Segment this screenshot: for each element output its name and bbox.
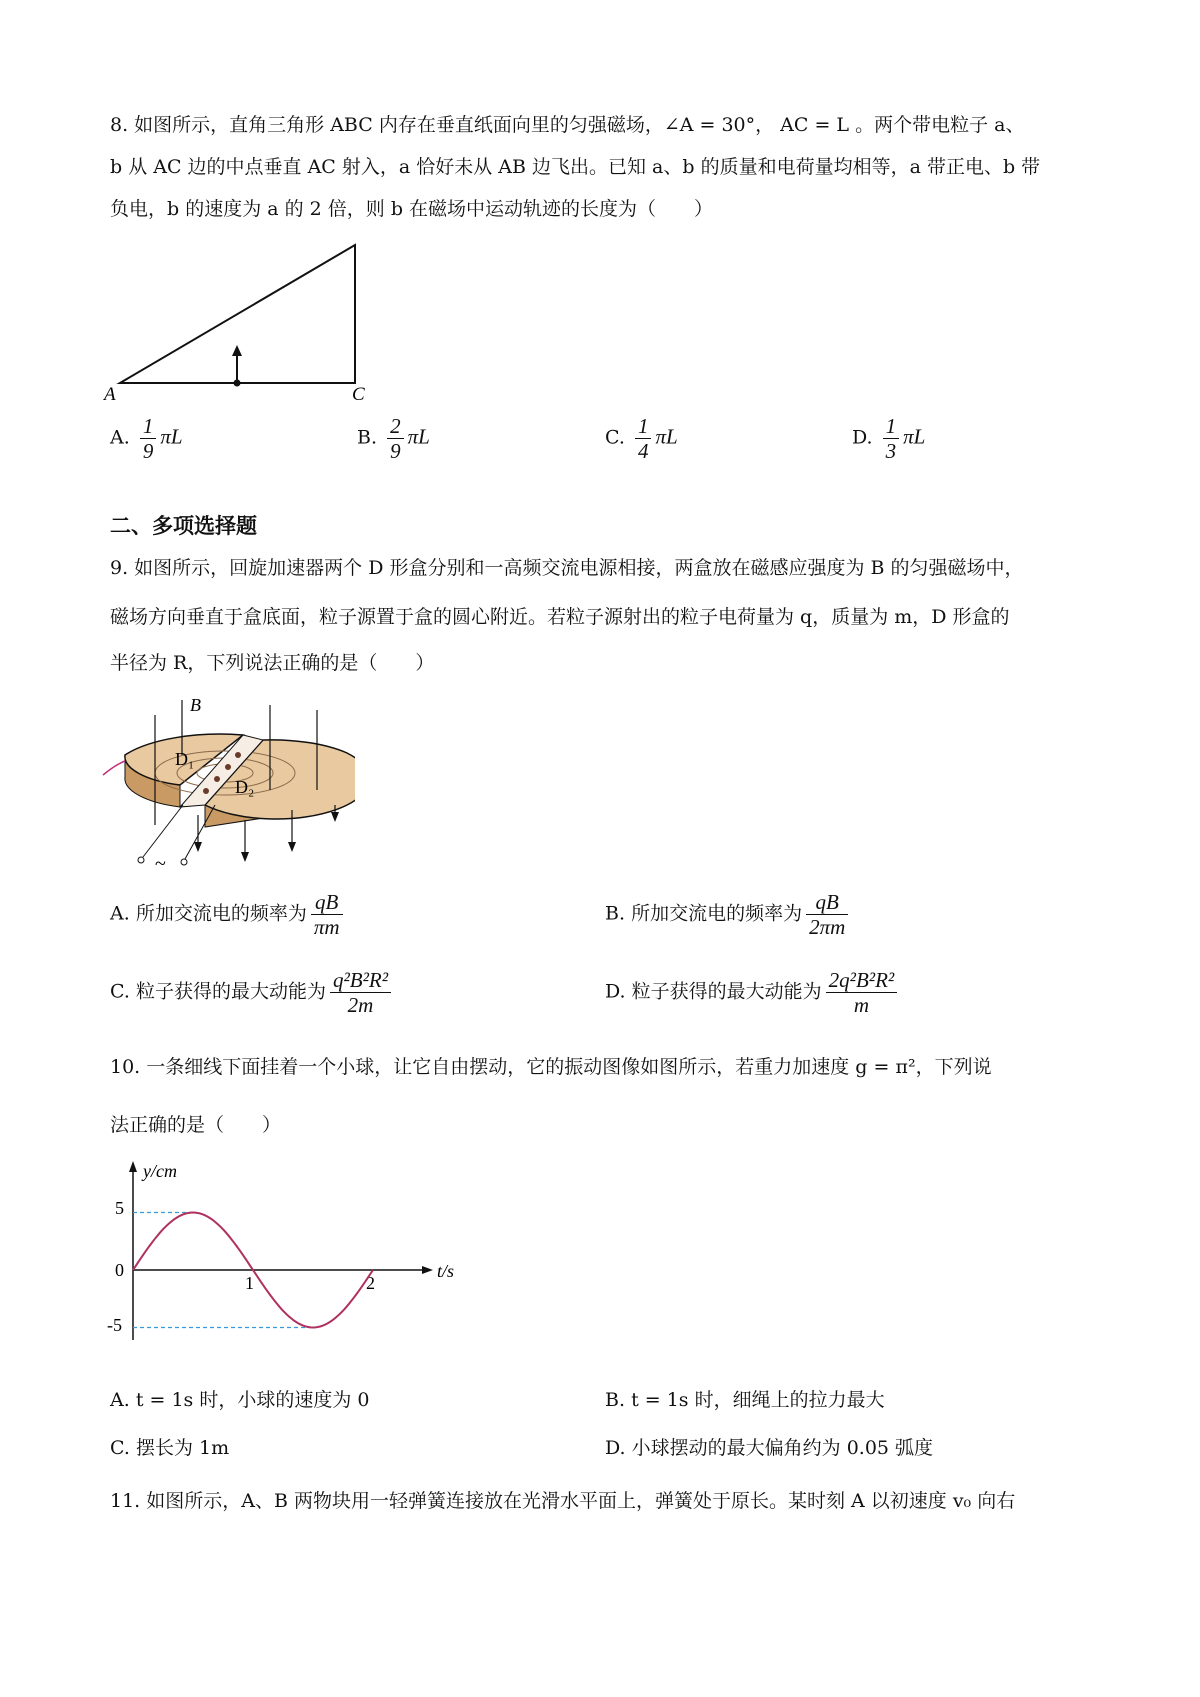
fraction: $\frac{1}{9}$: [140, 414, 157, 463]
option-letter: B.: [357, 426, 378, 449]
label-c: C: [352, 384, 365, 405]
q9-option-c[interactable]: [110, 968, 395, 1017]
terminal: [181, 859, 187, 865]
q8-option-a[interactable]: A. $\frac{1}{9}$ πL: [110, 414, 183, 463]
y-axis-label: y/cm: [143, 1161, 177, 1181]
option-letter: D.: [605, 980, 626, 1003]
q8-option-d[interactable]: D. $\frac{1}{3}$ πL: [852, 414, 926, 463]
fraction: $\frac{qB}{\pi m}$: [311, 890, 343, 939]
option-letter: D.: [605, 1437, 626, 1459]
y-tick-label: 0: [115, 1260, 124, 1280]
q8-line-2: b 从 AC 边的中点垂直 AC 射入，a 恰好未从 AB 边飞出。已知 a、b 的质量和电荷量均相等，a 带正电、b 带: [110, 156, 1041, 178]
beam-path: [103, 761, 125, 775]
q10-option-b[interactable]: [605, 1385, 885, 1412]
x-axis-arrow: [422, 1266, 433, 1274]
arrow-head: [331, 812, 339, 822]
q8-option-b[interactable]: B. $\frac{2}{9}$ πL: [357, 414, 430, 463]
particle-dot: [225, 764, 231, 770]
option-letter: C.: [110, 1437, 130, 1459]
vibration-chart: [95, 1155, 475, 1345]
x-tick-label: 2: [366, 1273, 375, 1293]
option-letter: B.: [605, 902, 626, 925]
q10-line-2: 法正确的是（ ）: [110, 1114, 282, 1136]
wire: [185, 805, 215, 859]
option-text: 所加交流电的频率为: [631, 902, 803, 925]
q11-line-1: 11. 如图所示，A、B 两物块用一轻弹簧连接放在光滑水平面上，弹簧处于原长。某时刻 A 以初速度 v₀ 向右: [110, 1490, 1016, 1512]
x-tick-label: 1: [245, 1273, 254, 1293]
y-tick-label: -5: [107, 1315, 122, 1335]
q10-option-c[interactable]: [110, 1433, 229, 1460]
fraction: $\frac{1}{3}$: [883, 414, 900, 463]
option-text: 所加交流电的频率为: [135, 902, 307, 925]
fraction: $\frac{\text{q²B²R²}}{2m}$: [330, 968, 391, 1017]
option-letter: C.: [605, 426, 625, 449]
option-text: t = 1s 时，细绳上的拉力最大: [631, 1389, 885, 1411]
arrow-head: [288, 842, 296, 852]
fraction: $\frac{qB}{2\pi m}$: [806, 890, 848, 939]
option-letter: A.: [110, 426, 130, 449]
q8-line-3: 负电，b 的速度为 a 的 2 倍，则 b 在磁场中运动轨迹的长度为（ ）: [110, 198, 714, 220]
option-letter: A.: [110, 902, 130, 925]
y-tick-label: 5: [115, 1198, 124, 1218]
q10-option-a[interactable]: [110, 1385, 369, 1412]
q9-line-3: 半径为 R，下列说法正确的是（ ）: [110, 652, 435, 674]
y-axis-arrow: [129, 1161, 137, 1172]
option-letter: B.: [605, 1389, 626, 1411]
arrow-head: [241, 852, 249, 862]
label-b: B: [190, 695, 201, 715]
arrow-head: [232, 345, 242, 356]
q10-line-1: 10. 一条细线下面挂着一个小球，让它自由摆动，它的振动图像如图所示，若重力加速度 g = π²，下列说: [110, 1056, 992, 1078]
q8-triangle-figure: [100, 235, 400, 410]
particle-dot: [235, 752, 241, 758]
option-text: 粒子获得的最大动能为: [631, 980, 822, 1003]
particle-dot: [214, 776, 220, 782]
option-text: 摆长为 1m: [135, 1437, 230, 1459]
option-letter: A.: [110, 1389, 130, 1411]
option-letter: D.: [852, 426, 873, 449]
q9-option-b[interactable]: [605, 890, 852, 939]
option-text: 小球摆动的最大偏角约为 0.05 弧度: [631, 1437, 934, 1459]
label-d1: D₁: [175, 749, 195, 769]
terminal: [138, 857, 144, 863]
x-axis-label: t/s: [437, 1261, 455, 1281]
cyclotron-figure: [95, 695, 355, 875]
label-d2: D₂: [235, 777, 255, 797]
q8-line-1: 8. 如图所示，直角三角形 ABC 内存在垂直纸面向里的匀强磁场，∠A = 30°， AC = L 。两个带电粒子 a、: [110, 114, 1025, 136]
q10-option-d[interactable]: [605, 1433, 933, 1460]
wire: [143, 805, 183, 857]
section-heading: 二、多项选择题: [110, 513, 257, 538]
fraction: $\frac{2}{9}$: [387, 414, 404, 463]
q9-line-2: 磁场方向垂直于盒底面，粒子源置于盒的圆心附近。若粒子源射出的粒子电荷量为 q，质量为 m，D 形盒的: [110, 606, 1010, 628]
fraction: $\frac{\text{2q²B²R²}}{m}$: [826, 968, 898, 1017]
option-text: t = 1s 时，小球的速度为 0: [135, 1389, 370, 1411]
option-text: 粒子获得的最大动能为: [135, 980, 326, 1003]
particle-dot: [203, 788, 209, 794]
label-ac-source: ~: [155, 853, 166, 875]
fraction: $\frac{1}{4}$: [635, 414, 652, 463]
midpoint-dot: [234, 380, 241, 387]
q8-option-c[interactable]: C. $\frac{1}{4}$ πL: [605, 414, 678, 463]
q9-option-d[interactable]: [605, 968, 901, 1017]
arrow-head: [194, 842, 202, 852]
label-a: A: [104, 384, 116, 405]
option-letter: C.: [110, 980, 130, 1003]
q9-option-a[interactable]: [110, 890, 347, 939]
q9-line-1: 9. 如图所示，回旋加速器两个 D 形盒分别和一高频交流电源相接，两盒放在磁感应强度为 B 的匀强磁场中，: [110, 557, 1024, 579]
